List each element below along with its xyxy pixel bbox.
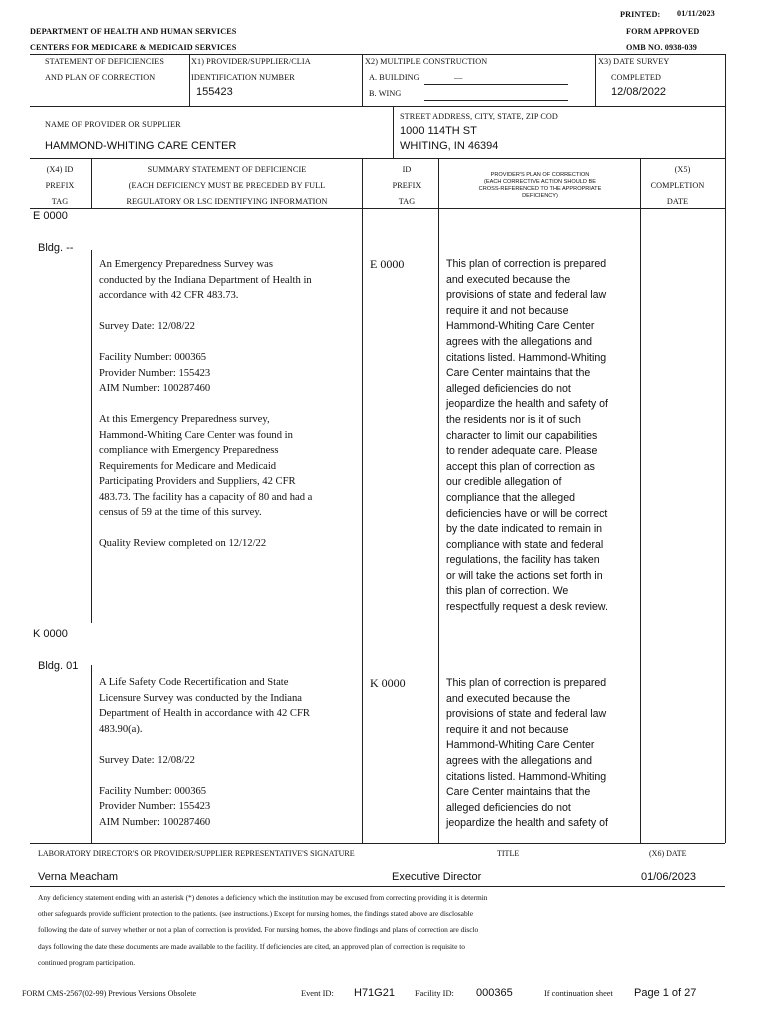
printed-date: 01/11/2023 — [677, 9, 715, 18]
statement-label: STATEMENT OF DEFICIENCIES — [45, 57, 165, 66]
e-summary-text: An Emergency Preparedness Survey was conducted by the Indiana Department of Health in accordance with 42 CFR 483.73. Survey Date: 12/08/22 Facility Number: 000365 Provider Number: 155423 AIM Number: 100287460 At this Emergency Preparedness survey, Hammond-Whiting Care Center was found in compliance with Emergency Preparedness Requirements for Medicare and Medicaid Participating Providers and Suppliers, 42 CFR 483.73. The facility has a capacity of 80 and had a census of 59 at the time of this survey. Quality Review completed on 12/12/22 — [99, 259, 313, 549]
x2-label: X2) MULTIPLE CONSTRUCTION — [365, 57, 488, 66]
x6-date-label: (X6) DATE — [649, 849, 687, 858]
x5-label: (X5) — [674, 165, 691, 174]
x4-tag: TAG — [51, 197, 69, 206]
k-summary-text: A Life Safety Code Recertification and State Licensure Survey was conducted by the Indiana Department of Health in accordance with 42 CFR 483.90(a). Survey Date: 12/08/22 Facility Number: 000365 Provider Number: 155423 AIM Number: 100287460 — [99, 677, 310, 828]
plan-label-1: PROVIDER'S PLAN OF CORRECTION — [490, 172, 590, 178]
plan-label — [440, 172, 640, 200]
x5-date: DATE — [666, 197, 689, 206]
signature-bottom-border — [30, 886, 725, 887]
box-border — [30, 158, 725, 159]
x1-label: X1) PROVIDER/SUPPLIER/CLIA — [191, 57, 311, 66]
event-id-label: Event ID: — [301, 989, 334, 998]
summary-label: SUMMARY STATEMENT OF DEFICIENCIE — [147, 165, 307, 174]
summary-label-3: REGULATORY OR LSC IDENTIFYING INFORMATION — [126, 197, 328, 206]
provider-id: 155423 — [196, 86, 233, 98]
table-bottom-border — [30, 843, 725, 844]
page-number: Page 1 of 27 — [634, 987, 697, 999]
disclaimer-text: Any deficiency statement ending with an asterisk (*) denotes a deficiency which the institution may be excused from correcting providing it is determin other safeguards provide sufficient protection to the patients. (see instructions.) Except for nursing homes, the findings stated above are disclosable following the date of survey whether or not a plan of correction is provided. For nursing homes, the above findings and plans of correction are disclo days following the date these documents are made available to the facility. If deficiencies are cited, an approved plan of correction is requisite to continued program participation. — [38, 893, 488, 967]
form-number: FORM CMS-2567(02-99) Previous Versions Obsolete — [22, 989, 197, 998]
address-line-1: 1000 114TH ST — [400, 125, 477, 137]
provider-name: HAMMOND-WHITING CARE CENTER — [45, 140, 237, 152]
e-id-tag: E 0000 — [370, 257, 405, 271]
signer-name: Verna Meacham — [38, 871, 119, 883]
plan-label-3: CROSS-REFERENCED TO THE APPROPRIATE — [478, 186, 602, 192]
wing-underline — [424, 100, 568, 101]
x3-label: X3) DATE SURVEY — [598, 57, 670, 66]
x5-completion: COMPLETION — [650, 181, 705, 190]
cms-title: CENTERS FOR MEDICARE & MEDICAID SERVICES — [30, 43, 237, 52]
e-building: Bldg. -- — [38, 242, 74, 254]
x3-sub-label: COMPLETED — [611, 73, 662, 82]
facility-id-label: Facility ID: — [415, 989, 454, 998]
survey-completed-date: 12/08/2022 — [611, 86, 667, 98]
department-title: DEPARTMENT OF HEALTH AND HUMAN SERVICES — [30, 27, 237, 36]
box-border — [30, 106, 725, 107]
divider — [189, 54, 190, 106]
signature-label: LABORATORY DIRECTOR'S OR PROVIDER/SUPPLIER REPRESENTATIVE'S SIGNATURE — [38, 849, 355, 858]
divider — [640, 158, 641, 843]
building-value: __ — [454, 71, 463, 80]
right-border — [725, 54, 726, 843]
header-bottom-border — [30, 208, 725, 209]
building-underline — [424, 84, 568, 85]
facility-id: 000365 — [476, 987, 513, 999]
signer-title: Executive Director — [392, 871, 482, 883]
e-plan-text: This plan of correction is prepared and executed because the provisions of state and federal law require it and not because Hammond-Whiting Care Center agrees with the allegations and citations listed. Hammond-Whiting Care Center maintains that the alleged deficiencies do not jeopardize the health and safety of the residents nor is it of such character to limit our capabilities to render adequate care. Please accept this plan of correction as our credible allegation of compliance that the alleged deficiencies have or will be correct by the date indicated to remain in compliance with state and federal regulations, the facility has taken or will take the actions set forth in this plan of correction. We respectfully request a desk review. — [446, 258, 608, 614]
summary-label-2: (EACH DEFICIENCY MUST BE PRECEDED BY FULL — [128, 181, 326, 190]
printed-label: PRINTED: — [620, 10, 661, 19]
x4-label: (X4) ID — [46, 165, 74, 174]
x4-prefix: PREFIX — [45, 181, 75, 190]
form-approved: FORM APPROVED — [626, 27, 700, 36]
event-id: H71G21 — [354, 987, 395, 999]
title-label: TITLE — [497, 849, 520, 858]
x1-sub-label: IDENTIFICATION NUMBER — [191, 73, 295, 82]
divider — [91, 158, 92, 208]
divider — [91, 250, 92, 623]
omb-number: OMB NO. 0938-039 — [626, 43, 697, 52]
divider — [393, 106, 394, 158]
k-id-tag: K 0000 — [370, 676, 406, 690]
statement-label-2: AND PLAN OF CORRECTION — [45, 73, 156, 82]
wing-label: B. WING — [369, 89, 402, 98]
provider-name-label: NAME OF PROVIDER OR SUPPLIER — [45, 120, 181, 129]
signature-date: 01/06/2023 — [641, 871, 697, 883]
e-tag: E 0000 — [33, 210, 68, 222]
plan-label-4: DEFICIENCY) — [522, 193, 558, 199]
id-tag: TAG — [398, 197, 416, 206]
plan-label-2: (EACH CORRECTIVE ACTION SHOULD BE — [484, 179, 596, 185]
k-plan-text: This plan of correction is prepared and executed because the provisions of state and federal law require it and not because Hammond-Whiting Care Center agrees with the allegations and citations listed. Hammond-Whiting Care Center maintains that the alleged deficiencies do not jeopardize the health and safety of — [446, 677, 608, 830]
building-label: A. BUILDING — [369, 73, 420, 82]
address-line-2: WHITING, IN 46394 — [400, 140, 499, 152]
continuation-label: If continuation sheet — [544, 989, 613, 998]
k-tag: K 0000 — [33, 628, 68, 640]
id-prefix: PREFIX — [392, 181, 422, 190]
divider — [362, 54, 363, 106]
id-label: ID — [402, 165, 412, 174]
divider — [438, 158, 439, 843]
divider — [362, 158, 363, 843]
divider — [91, 665, 92, 843]
box-top-border — [30, 54, 725, 55]
divider — [595, 54, 596, 106]
address-label: STREET ADDRESS, CITY, STATE, ZIP COD — [400, 112, 558, 121]
k-building: Bldg. 01 — [38, 660, 79, 672]
